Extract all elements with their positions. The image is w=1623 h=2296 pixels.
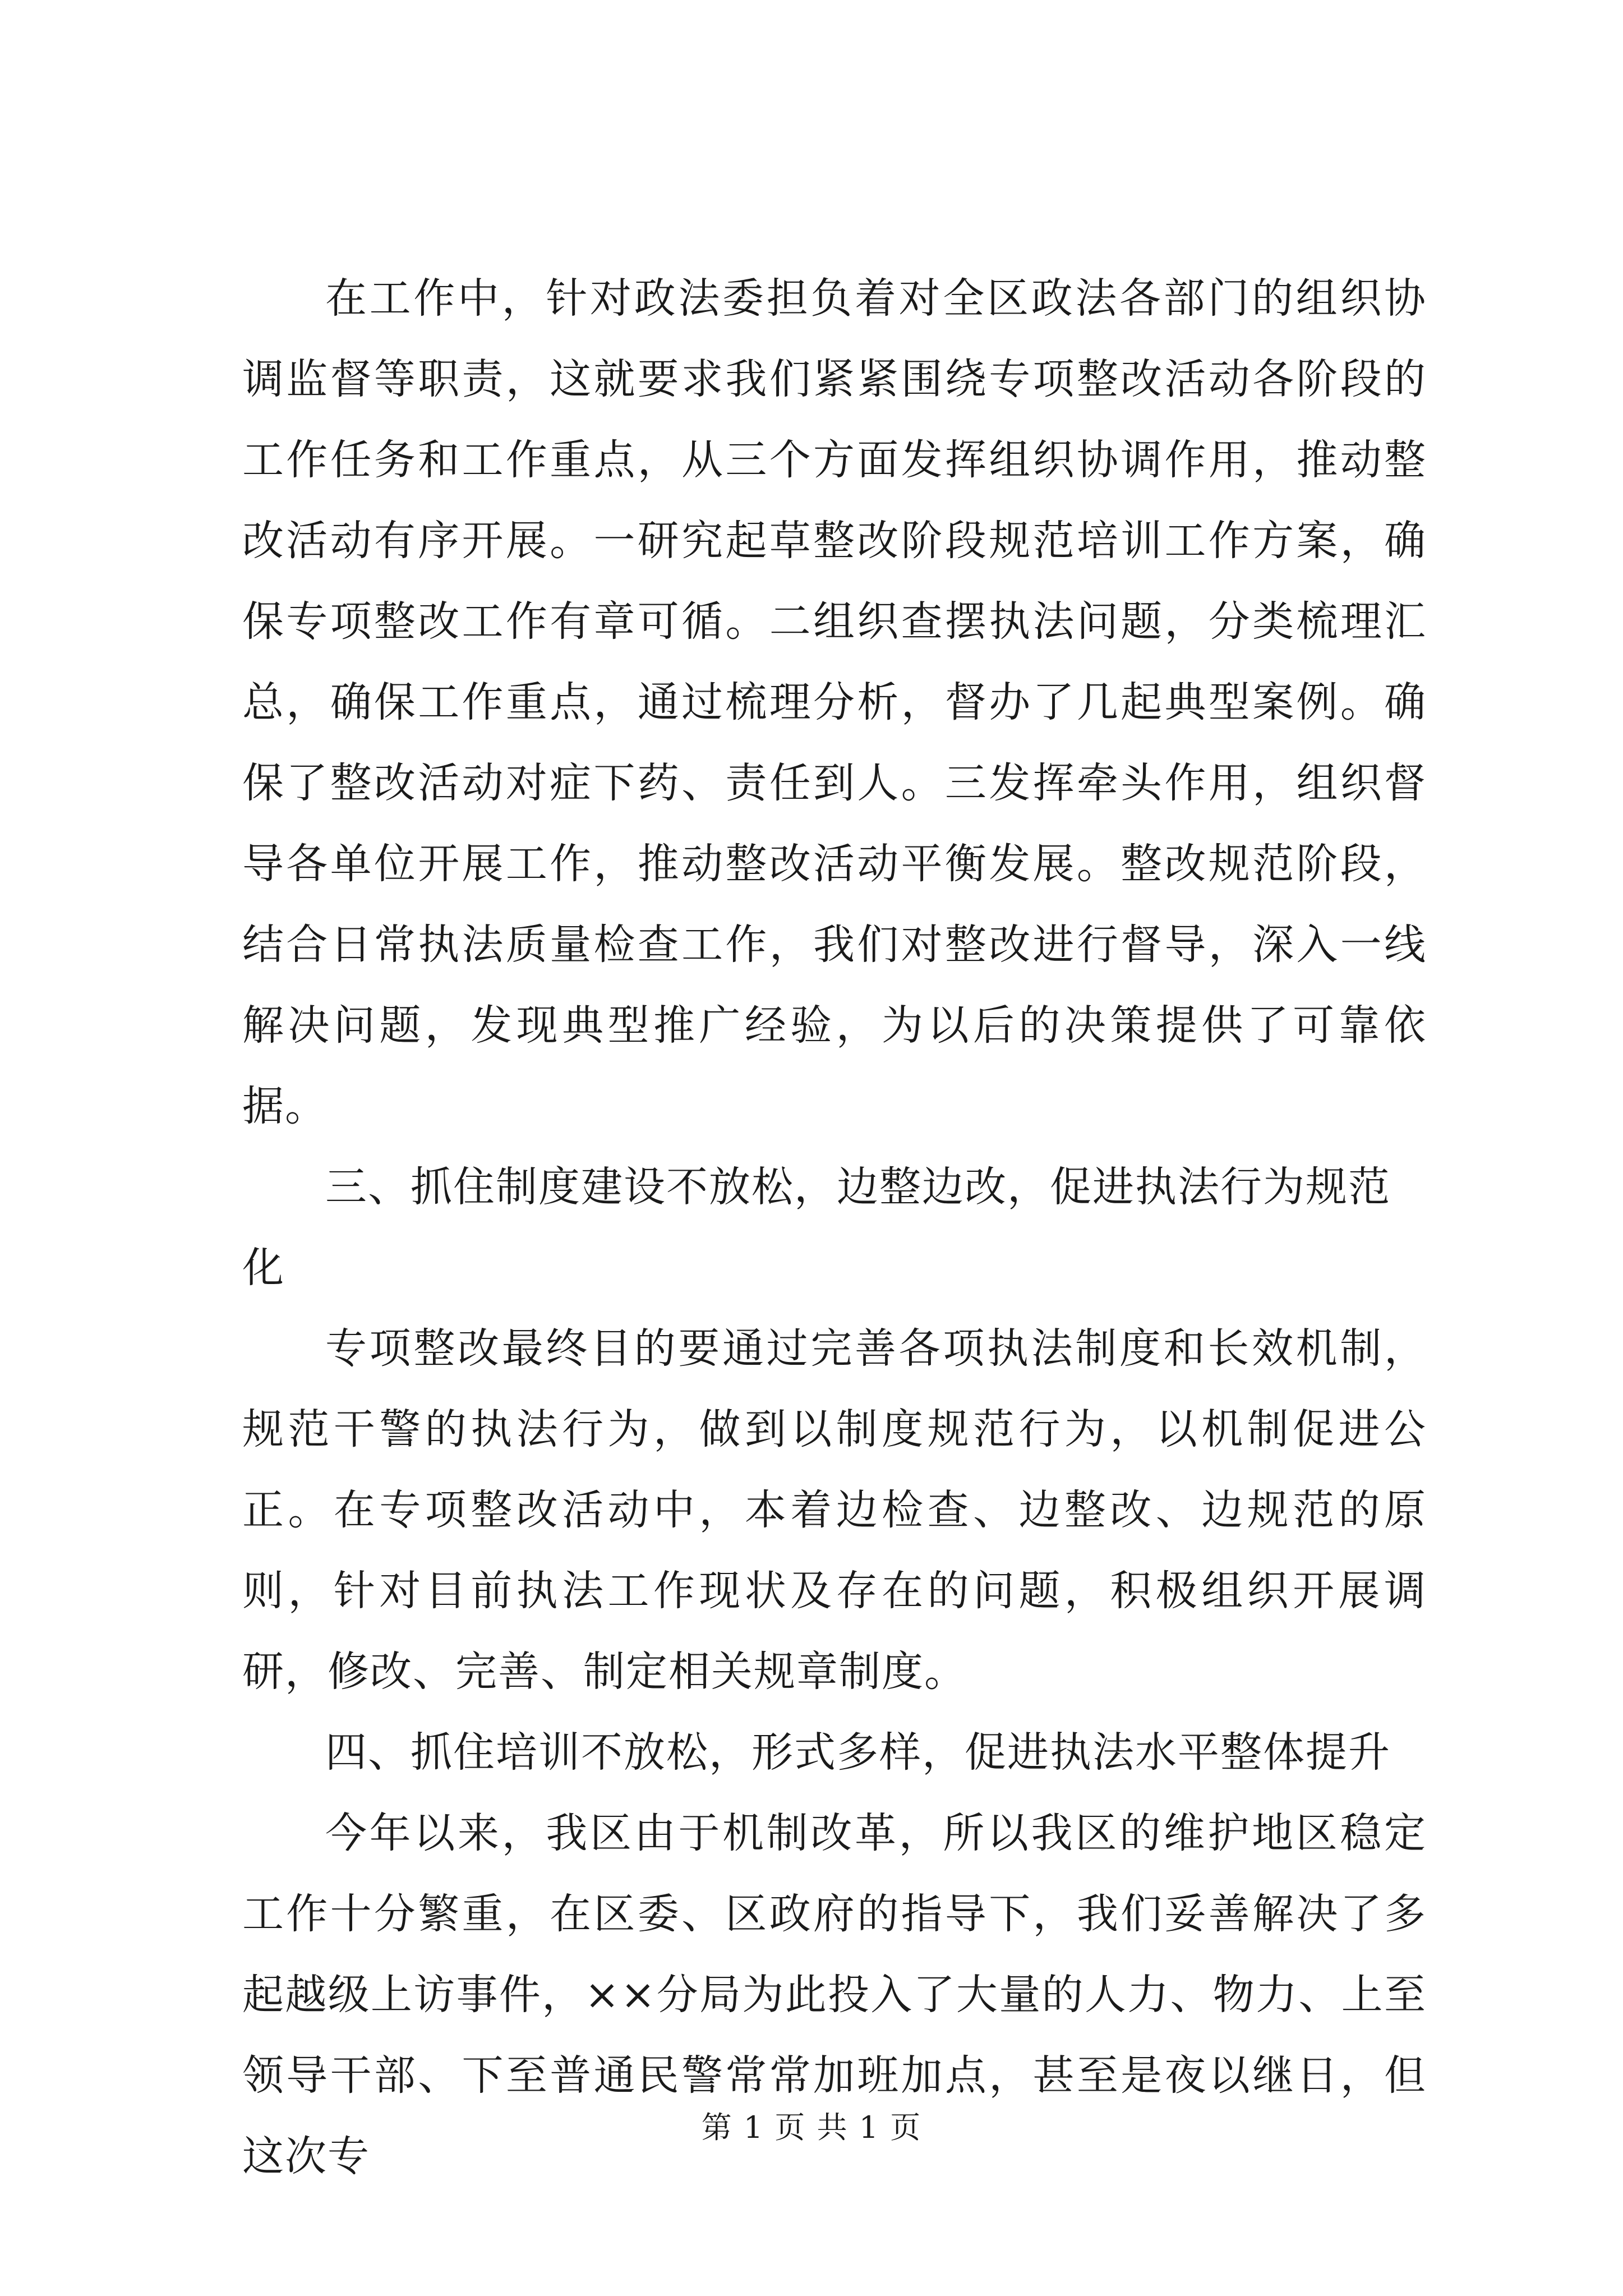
paragraph-system-building: 专项整改最终目的要通过完善各项执法制度和长效机制，规范干警的执法行为，做到以制度规范行为，以机制促进公正。在专项整改活动中，本着边检查、边整改、边规范的原则，针对目前执法工作现状及存在的问题，积极组织开展调研，修改、完善、制定相关规章制度。	[242, 1324, 1427, 1696]
document-body	[242, 258, 1427, 2197]
page-footer: 第 1 页 共 1 页	[701, 2110, 922, 2145]
paragraph-training: 今年以来，我区由于机制改革，所以我区的维护地区稳定工作十分繁重，在区委、区政府的指导下，我们妥善解决了多起越级上访事件，××分局为此投入了大量的人力、物力、上至领导干部、下至普通民警常常加班加点，甚至是夜以继日，但这次专	[242, 1809, 1427, 2180]
section-heading-three: 三、抓住制度建设不放松，边整边改，促进执法行为规范化	[242, 1163, 1391, 1292]
section-heading-four: 四、抓住培训不放松，形式多样，促进执法水平整体提升	[325, 1728, 1391, 1777]
paragraph-coordination: 在工作中，针对政法委担负着对全区政法各部门的组织协调监督等职责，这就要求我们紧紧围绕专项整改活动各阶段的工作任务和工作重点，从三个方面发挥组织协调作用，推动整改活动有序开展。一研究起草整改阶段规范培训工作方案，确保专项整改工作有章可循。二组织查摆执法问题，分类梳理汇总，确保工作重点，通过梳理分析，督办了几起典型案例。确保了整改活动对症下药、责任到人。三发挥牵头作用，组织督导各单位开展工作，推动整改活动平衡发展。整改规范阶段，结合日常执法质量检查工作，我们对整改进行督导，深入一线解决问题，发现典型推广经验，为以后的决策提供了可靠依据。	[242, 274, 1427, 1130]
